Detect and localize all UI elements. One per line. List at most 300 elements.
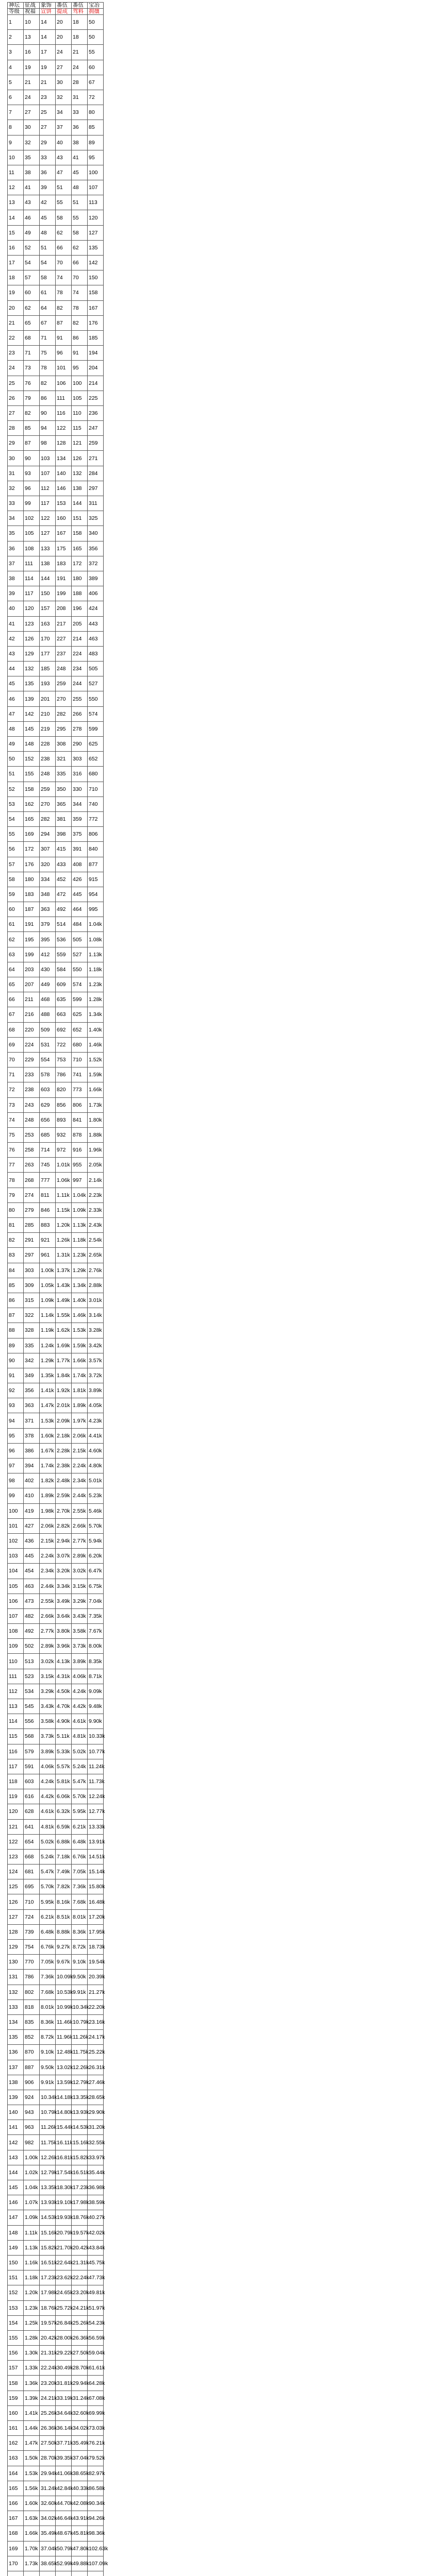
table-cell: 505 <box>88 662 104 676</box>
table-row <box>8 1533 104 1548</box>
table-row <box>8 2330 104 2345</box>
table-cell: 21 <box>8 315 24 330</box>
table-cell: 75 <box>8 1127 24 1142</box>
table-cell: 74 <box>72 285 88 300</box>
table-cell: 21.70k <box>56 2240 72 2255</box>
table-cell: 330 <box>72 782 88 796</box>
table-cell: 5.02k <box>72 1744 88 1759</box>
table-cell: 1.73k <box>24 2556 40 2571</box>
table-row <box>8 631 104 646</box>
table-row <box>8 2391 104 2405</box>
table-row <box>8 601 104 616</box>
table-row <box>8 1022 104 1037</box>
table-row <box>8 2300 104 2315</box>
table-cell: 41 <box>24 180 40 195</box>
table-cell: 28.65k <box>88 2090 104 2105</box>
table-cell: 38 <box>72 135 88 150</box>
table-cell: 39 <box>40 180 56 195</box>
table-cell: 16.51k <box>40 2255 56 2270</box>
table-cell: 40.27k <box>88 2210 104 2225</box>
table-cell: 1.09k <box>40 1293 56 1308</box>
table-row <box>8 2556 104 2571</box>
table-cell: 263 <box>24 1158 40 1173</box>
table-row <box>8 2376 104 2391</box>
table-cell: 349 <box>24 1368 40 1383</box>
table-row <box>8 1488 104 1503</box>
table-cell: 603 <box>40 1082 56 1097</box>
table-cell: 167 <box>56 526 72 541</box>
table-cell: 1.13k <box>24 2240 40 2255</box>
table-cell: 172 <box>72 556 88 571</box>
table-row <box>8 2105 104 2120</box>
table-cell: 449 <box>40 977 56 992</box>
table-cell: 115 <box>72 421 88 436</box>
table-cell: 23 <box>40 90 56 105</box>
table-cell: 51 <box>72 195 88 210</box>
table-cell: 1.07k <box>24 2195 40 2210</box>
table-cell: 7.68k <box>72 1894 88 1909</box>
table-cell: 157 <box>8 2361 24 2376</box>
table-cell: 6.20k <box>88 1549 104 1564</box>
table-cell: 2.48k <box>56 1473 72 1488</box>
table-cell: 16 <box>24 45 40 60</box>
table-cell: 445 <box>72 887 88 902</box>
table-cell: 82 <box>56 300 72 315</box>
table-row <box>8 932 104 947</box>
table-cell: 71 <box>24 346 40 361</box>
table-cell: 40 <box>8 601 24 616</box>
table-cell: 167 <box>88 300 104 315</box>
table-cell: 574 <box>72 977 88 992</box>
table-row <box>8 556 104 571</box>
table-cell: 2.09k <box>56 1413 72 1428</box>
table-cell: 1.14k <box>40 1308 56 1323</box>
table-cell: 9.91k <box>40 2075 56 2090</box>
table-cell: 24.21k <box>40 2391 56 2405</box>
table-cell: 145 <box>24 721 40 736</box>
table-row <box>8 1940 104 1955</box>
table-cell: 877 <box>88 857 104 872</box>
table-cell: 214 <box>72 631 88 646</box>
table-cell: 12.26k <box>40 2150 56 2165</box>
table-row <box>8 992 104 1007</box>
table-cell: 3.64k <box>56 1608 72 1623</box>
table-cell: 3.80k <box>56 1624 72 1639</box>
table-cell: 10.79k <box>72 2014 88 2029</box>
table-cell: 43 <box>8 646 24 661</box>
table-cell: 100 <box>72 376 88 391</box>
table-row <box>8 120 104 135</box>
table-row <box>8 1699 104 1714</box>
table-cell: 1.63k <box>24 2511 40 2526</box>
table-cell: 54.23k <box>88 2315 104 2330</box>
table-cell: 2.34k <box>72 1473 88 1488</box>
table-cell: 149 <box>8 2240 24 2255</box>
table-cell: 31 <box>72 90 88 105</box>
table-cell: 5.47k <box>72 1774 88 1789</box>
table-cell: 3.15k <box>40 1669 56 1684</box>
table-cell: 1.09k <box>72 1202 88 1217</box>
table-cell: 138 <box>8 2075 24 2090</box>
table-cell: 34.02k <box>72 2421 88 2436</box>
table-cell: 3.34k <box>56 1579 72 1594</box>
table-cell: 381 <box>56 811 72 826</box>
table-cell: 3.89k <box>88 1383 104 1398</box>
table-cell: 85 <box>88 120 104 135</box>
table-row <box>8 1999 104 2014</box>
table-cell: 18.30k <box>56 2180 72 2195</box>
table-cell: 191 <box>56 571 72 586</box>
table-cell: 127 <box>88 225 104 240</box>
table-cell: 3 <box>8 45 24 60</box>
table-cell: 406 <box>88 586 104 601</box>
table-cell: 56.59k <box>88 2330 104 2345</box>
table-cell: 1.60k <box>40 1428 56 1443</box>
table-cell: 51 <box>56 180 72 195</box>
table-cell: 1.39k <box>24 2391 40 2405</box>
table-row <box>8 75 104 90</box>
table-cell: 11 <box>8 165 24 180</box>
table-cell: 21.31k <box>40 2346 56 2361</box>
table-cell: 45 <box>40 210 56 225</box>
table-cell: 12.24k <box>88 1789 104 1804</box>
table-cell: 142 <box>8 2135 24 2150</box>
table-cell: 191 <box>24 917 40 932</box>
table-cell: 997 <box>72 1173 88 1188</box>
table-cell: 103 <box>8 1549 24 1564</box>
table-cell: 134 <box>56 451 72 466</box>
table-cell: 5.47k <box>40 1865 56 1879</box>
table-cell: 20.79k <box>56 2225 72 2240</box>
table-cell: 274 <box>24 1188 40 1202</box>
table-cell: 1.41k <box>24 2405 40 2420</box>
table-cell: 4.23k <box>88 1413 104 1428</box>
table-cell: 80 <box>8 1202 24 1217</box>
table-cell: 710 <box>24 1894 40 1909</box>
table-cell: 49 <box>24 225 40 240</box>
table-cell: 17.23k <box>72 2180 88 2195</box>
table-cell: 126 <box>24 631 40 646</box>
table-row <box>8 662 104 676</box>
table-cell: 1.43k <box>56 1278 72 1293</box>
table-cell: 10.99k <box>56 1999 72 2014</box>
table-cell: 11.26k <box>40 2120 56 2135</box>
table-row <box>8 2240 104 2255</box>
table-cell: 165 <box>8 2481 24 2496</box>
table-cell: 982 <box>24 2135 40 2150</box>
table-cell: 668 <box>24 1849 40 1864</box>
table-row <box>8 330 104 345</box>
table-cell: 34 <box>8 511 24 526</box>
table-row <box>8 2541 104 2556</box>
table-cell: 4.50k <box>56 1684 72 1699</box>
table-cell: 68 <box>8 1022 24 1037</box>
table-cell: 183 <box>56 556 72 571</box>
table-cell: 67.08k <box>88 2391 104 2405</box>
table-cell: 856 <box>56 1097 72 1112</box>
table-row <box>8 2075 104 2090</box>
table-cell: 74 <box>8 1112 24 1127</box>
table-cell: 158 <box>8 2376 24 2391</box>
table-cell: 135 <box>88 240 104 255</box>
table-cell: 806 <box>72 1097 88 1112</box>
table-cell: 117 <box>8 1759 24 1774</box>
table-cell: 527 <box>72 947 88 962</box>
table-cell: 16.51k <box>72 2165 88 2180</box>
table-cell: 5.95k <box>40 1894 56 1909</box>
table-row <box>8 947 104 962</box>
table-cell: 2.01k <box>56 1398 72 1413</box>
header-top-0: 神坛 <box>8 3 24 9</box>
table-cell: 3.72k <box>88 1368 104 1383</box>
table-row <box>8 1594 104 1608</box>
table-cell: 128 <box>56 436 72 451</box>
table-cell: 297 <box>24 1248 40 1263</box>
table-cell: 17.20k <box>88 1909 104 1924</box>
table-cell: 1.56k <box>24 2481 40 2496</box>
table-cell: 878 <box>72 1127 88 1142</box>
table-cell: 30 <box>24 120 40 135</box>
table-cell: 1.06k <box>56 1173 72 1188</box>
table-cell: 4.05k <box>88 1398 104 1413</box>
table-cell: 46 <box>8 691 24 706</box>
table-cell: 82 <box>72 315 88 330</box>
table-cell: 578 <box>40 1067 56 1082</box>
table-cell: 10.34k <box>40 2090 56 2105</box>
table-cell: 19.54k <box>88 1955 104 1970</box>
table-row <box>8 1985 104 1999</box>
table-cell: 233 <box>24 1067 40 1082</box>
table-cell: 363 <box>40 902 56 917</box>
table-cell: 127 <box>8 1909 24 1924</box>
table-cell: 199 <box>24 947 40 962</box>
table-cell: 415 <box>56 842 72 857</box>
table-cell: 379 <box>40 917 56 932</box>
table-cell: 3.07k <box>56 1549 72 1564</box>
table-cell: 4.24k <box>40 1774 56 1789</box>
table-cell: 488 <box>40 1007 56 1022</box>
table-cell: 4.61k <box>40 1804 56 1819</box>
table-cell: 105 <box>24 526 40 541</box>
table-cell: 8.36k <box>72 1924 88 1939</box>
table-cell: 4.81k <box>72 1729 88 1744</box>
table-row <box>8 451 104 466</box>
table-cell: 98 <box>40 436 56 451</box>
table-cell: 8.88k <box>56 1924 72 1939</box>
table-cell: 111 <box>24 556 40 571</box>
table-cell: 30 <box>8 451 24 466</box>
table-cell: 195 <box>24 932 40 947</box>
header-bottom-1: 祝福 <box>24 9 40 15</box>
table-cell: 54 <box>40 256 56 270</box>
table-row <box>8 45 104 60</box>
table-row <box>8 857 104 872</box>
table-cell: 32.60k <box>40 2496 56 2511</box>
table-row <box>8 1248 104 1263</box>
table-cell: 389 <box>88 571 104 586</box>
table-cell: 16.48k <box>88 1894 104 1909</box>
table-row <box>8 135 104 150</box>
table-cell: 27.50k <box>72 2346 88 2361</box>
table-cell: 680 <box>72 1037 88 1052</box>
table-cell: 1.13k <box>88 947 104 962</box>
table-row <box>8 872 104 887</box>
table-cell: 185 <box>88 330 104 345</box>
table-cell: 17.95k <box>88 1924 104 1939</box>
table-cell: 203 <box>24 962 40 977</box>
table-cell: 8.72k <box>40 2030 56 2045</box>
table-cell: 6.88k <box>56 1834 72 1849</box>
table-cell: 375 <box>72 827 88 842</box>
table-cell: 104 <box>8 1564 24 1579</box>
table-cell: 57 <box>8 857 24 872</box>
table-cell: 603 <box>24 1774 40 1789</box>
table-cell: 180 <box>24 872 40 887</box>
table-cell: 9.67k <box>56 1955 72 1970</box>
table-cell: 315 <box>24 1293 40 1308</box>
table-cell: 62 <box>8 932 24 947</box>
table-cell: 21.27k <box>88 1985 104 1999</box>
table-cell: 259 <box>56 676 72 691</box>
table-cell: 105 <box>8 1579 24 1594</box>
table-cell: 163 <box>40 616 56 631</box>
table-row <box>8 2270 104 2285</box>
table-cell: 122 <box>40 511 56 526</box>
table-row <box>8 1729 104 1744</box>
table-cell: 1.52k <box>88 1052 104 1067</box>
table-cell: 3.89k <box>40 1744 56 1759</box>
table-cell: 629 <box>40 1097 56 1112</box>
table-cell: 48 <box>40 225 56 240</box>
table-cell: 96 <box>24 481 40 496</box>
table-row <box>8 2315 104 2330</box>
table-cell: 126 <box>72 451 88 466</box>
table-cell: 172 <box>24 842 40 857</box>
table-row <box>8 1865 104 1879</box>
table-cell: 5 <box>8 75 24 90</box>
table-cell: 308 <box>56 737 72 752</box>
table-cell: 32 <box>56 90 72 105</box>
table-cell: 398 <box>56 827 72 842</box>
table-cell: 188 <box>72 586 88 601</box>
table-cell: 692 <box>56 1022 72 1037</box>
table-cell: 18.76k <box>40 2300 56 2315</box>
table-cell: 1.66k <box>24 2526 40 2541</box>
table-cell: 24 <box>72 60 88 75</box>
table-cell: 18 <box>72 15 88 30</box>
table-cell: 91 <box>72 346 88 361</box>
table-cell: 268 <box>24 1173 40 1188</box>
table-cell: 248 <box>24 1112 40 1127</box>
table-row <box>8 421 104 436</box>
table-cell: 3.15k <box>72 1579 88 1594</box>
table-cell: 445 <box>24 1549 40 1564</box>
table-cell: 1.53k <box>24 2466 40 2481</box>
table-cell: 3.29k <box>72 1594 88 1608</box>
table-row <box>8 2195 104 2210</box>
table-cell: 146 <box>56 481 72 496</box>
table-cell: 89 <box>8 1338 24 1353</box>
table-cell <box>56 2571 72 2576</box>
table-cell: 27 <box>56 60 72 75</box>
table-cell: 4.06k <box>72 1669 88 1684</box>
table-cell: 72 <box>88 90 104 105</box>
table-cell: 255 <box>72 691 88 706</box>
table-cell: 59.04k <box>88 2346 104 2361</box>
table-cell: 156 <box>8 2346 24 2361</box>
table-cell: 220 <box>24 1022 40 1037</box>
table-cell: 18 <box>8 270 24 285</box>
table-cell: 107 <box>88 180 104 195</box>
table-row <box>8 2135 104 2150</box>
table-cell: 3.96k <box>56 1639 72 1654</box>
table-cell: 6.48k <box>72 1834 88 1849</box>
table-cell: 3.57k <box>88 1353 104 1368</box>
table-cell: 282 <box>56 706 72 721</box>
table-cell: 90 <box>24 451 40 466</box>
table-cell: 22.24k <box>72 2270 88 2285</box>
table-cell: 123 <box>24 616 40 631</box>
table-cell: 98.36k <box>88 2526 104 2541</box>
table-row <box>8 150 104 165</box>
table-cell: 21 <box>72 45 88 60</box>
table-cell <box>72 2571 88 2576</box>
table-cell: 4.42k <box>40 1789 56 1804</box>
table-cell: 773 <box>72 1082 88 1097</box>
table-cell: 167 <box>8 2511 24 2526</box>
table-cell: 70 <box>56 256 72 270</box>
table-cell: 7 <box>8 105 24 120</box>
table-cell: 4.60k <box>88 1443 104 1458</box>
table-row <box>8 1774 104 1789</box>
table-cell: 22 <box>8 330 24 345</box>
table-cell: 7.49k <box>56 1865 72 1879</box>
table-cell: 6 <box>8 90 24 105</box>
table-cell: 17 <box>40 45 56 60</box>
table-cell: 17.98k <box>72 2195 88 2210</box>
table-cell: 14 <box>40 30 56 45</box>
table-cell: 1.24k <box>40 1338 56 1353</box>
table-cell: 26 <box>8 391 24 405</box>
table-cell: 1.23k <box>72 1248 88 1263</box>
table-cell: 4.41k <box>88 1428 104 1443</box>
table-cell: 1.84k <box>56 1368 72 1383</box>
table-row <box>8 466 104 481</box>
table-cell: 70 <box>8 1052 24 1067</box>
table-cell: 386 <box>24 1443 40 1458</box>
table-cell: 53 <box>8 796 24 811</box>
table-row <box>8 1654 104 1669</box>
table-cell: 5.94k <box>88 1533 104 1548</box>
table-cell: 1 <box>8 15 24 30</box>
table-cell: 1.62k <box>56 1323 72 1338</box>
table-cell: 55 <box>72 210 88 225</box>
table-cell: 14.53k <box>72 2120 88 2135</box>
table-cell: 62 <box>24 300 40 315</box>
table-cell: 753 <box>56 1052 72 1067</box>
table-row <box>8 1338 104 1353</box>
table-cell: 9.10k <box>40 2045 56 2060</box>
table-row <box>8 1293 104 1308</box>
table-cell: 123 <box>8 1849 24 1864</box>
table-row <box>8 706 104 721</box>
table-row <box>8 1202 104 1217</box>
table-cell: 20.42k <box>40 2330 56 2345</box>
table-cell: 32.55k <box>88 2135 104 2150</box>
table-cell: 2.82k <box>56 1518 72 1533</box>
table-cell: 29 <box>40 135 56 150</box>
table-cell: 9 <box>8 135 24 150</box>
